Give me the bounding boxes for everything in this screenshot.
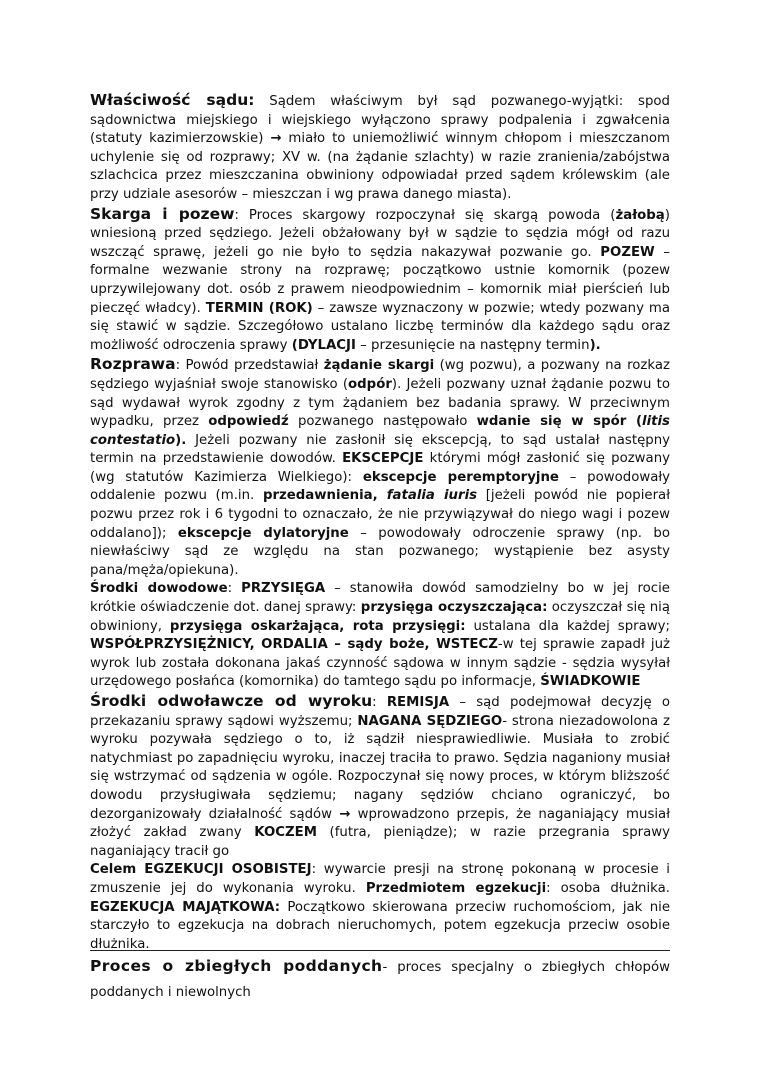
rozprawa-run-11: Jeżeli pozwany nie zasłonił się ekscepcją, to sąd ustalał następny termin na przedstawienie dowodów.	[90, 432, 670, 467]
srodki-dowodowe-run-2: PRZYSIĘGA	[241, 581, 326, 597]
wlasciwosc-run-1: Sądem właściwym był sąd pozwanego-wyjątki: spod sądownictwa miejskiego i wiejskiego wyłączono sprawy podpalenia i zgwałcenia (statuty kazimierzowskie)	[90, 94, 670, 147]
skarga-run-10: ).	[589, 337, 601, 353]
skarga-run-9: – przesunięcie na następny termin	[355, 337, 590, 353]
srodki-dowodowe-run-3: – stanowiła dowód samodzielny bo w jej rocie krótkie oświadczenie dot. danej sprawy:	[90, 581, 670, 616]
srodki-dowodowe-run-6: przysięga oskarżająca, rota przysięgi:	[169, 618, 466, 634]
final-section-text: - proces specjalny o zbiegłych chłopów poddanych i niewolnych	[90, 960, 670, 1001]
egzekucja-run-1: EGZEKUCJI OSOBISTEJ	[144, 862, 312, 878]
rozprawa-run-14: ekscepcje peremptoryjne	[362, 469, 559, 485]
section-srodki-dowodowe	[90, 580, 670, 692]
srodki-odwolawcze-run-0: Środki odwoławcze od wyroku	[90, 692, 373, 710]
skarga-run-4: POZEW	[600, 244, 655, 260]
wlasciwosc-run-3: miało to uniemożliwić winnym chłopom i mieszczanom uchylenie się od rozprawy; XV w. (na żądanie szlachty) w razie zranienia/zabójstwa szlachcica przez mieszczanina obwiniony odpowiadał przed sądem królewskim (ale przy udziale asesorów – mieszczan i wg prawa danego miasta).	[90, 131, 670, 202]
srodki-dowodowe-run-5: oczyszczał się nią obwiniony,	[90, 600, 671, 634]
rozprawa-run-13: którymi mógł zasłonić się pozwany (wg statutów Kazimierza Wielkiego):	[90, 451, 670, 485]
srodki-dowodowe-run-10: ŚWIADKOWIE	[540, 674, 641, 690]
egzekucja-run-0: Celem	[90, 862, 145, 878]
rozprawa-run-0: Rozprawa	[90, 355, 176, 374]
rozprawa-run-3: (wg pozwu), a pozwany na rozkaz sędziego wyjaśniał swoje stanowisko (	[90, 358, 670, 392]
section-proces-o-zbieglych	[90, 954, 670, 1005]
skarga-run-2: żałobą	[615, 207, 665, 223]
wlasciwosc-run-0: Właściwość sądu:	[90, 91, 255, 109]
srodki-dowodowe-run-1: :	[227, 581, 242, 597]
bottom-rule	[90, 950, 670, 951]
rozprawa-run-7: pozwanego następowało	[288, 414, 477, 430]
srodki-dowodowe-run-0: Środki dowodowe	[90, 581, 228, 597]
skarga-run-6: TERMIN (ROK)	[205, 300, 313, 316]
srodki-dowodowe-run-9: -w tej sprawie zapadł już wyrok lub została dokonana jakaś czynność sądowa w innym sądzie - sędzia wysyłał urzędowego posłańca (komornika) do tamtego sądu po informacje,	[90, 637, 670, 690]
wlasciwosc-run-2: →	[270, 131, 282, 147]
rozprawa-run-18: [jeżeli powód nie popierał pozwu przez rok i 6 tygodni to oznaczało, że nie przywiązywał do niego wagi i pozew oddalano]);	[90, 488, 670, 541]
rozprawa-run-6: odpowiedź	[208, 414, 289, 430]
rozprawa-run-4: odpór	[348, 376, 392, 392]
srodki-odwolawcze-run-4: NAGANA SĘDZIEGO	[357, 713, 503, 729]
rozprawa-run-15: – powodowały oddalenie pozwu (m.in.	[90, 469, 671, 504]
srodki-dowodowe-run-4: przysięga oczyszczająca:	[360, 600, 548, 616]
final-section-title: Proces o zbiegłych poddanych	[90, 957, 383, 976]
srodki-odwolawcze-run-6: →	[339, 806, 351, 822]
section-egzekucja	[90, 861, 670, 954]
skarga-run-3: ) wniesioną przed sędziego. Jeżeli obżałowany był w sądzie to sędzia mógł od razu wszcząć sprawę, jeżeli go nie było to sędzia nakazywał pozwanie go.	[90, 207, 670, 260]
section-srodki-odwolawcze	[90, 692, 670, 861]
skarga-run-7: – zawsze wyznaczony w pozwie; wtedy pozwany ma się stawić w sądzie. Szczegółowo ustalano liczbę terminów dla każdego sądu oraz możliwość odroczenia sprawy	[90, 300, 670, 353]
rozprawa-run-16: przedawnienia,	[262, 488, 387, 504]
srodki-odwolawcze-run-3: – sąd podejmował decyzję o przekazaniu sprawy sądowi wyższemu;	[90, 695, 670, 729]
section-wlasciwosc-sadu	[90, 91, 670, 205]
srodki-odwolawcze-run-5: - strona niezadowolona z wyroku pozywała sędziego o to, iż sądził niesprawiedliwie. Musiała to zrobić natychmiast po zapadnięciu wyroku, inaczej traciła to prawo. Sędzia naganiony musiał się wstrzymać od sądzenia w ogóle. Rozpoczynał się nowy proces, w którym bliższość dowodu przysługiwała sędziemu; nagany sędziów chciano ograniczyć, bo dezorganizowały działalność sądów	[90, 713, 671, 822]
srodki-odwolawcze-run-8: KOCZEM	[254, 825, 317, 841]
skarga-run-0: Skarga i pozew	[90, 204, 235, 223]
rozprawa-run-12: EKSCEPCJE	[342, 451, 424, 467]
rozprawa-run-17: fatalia iuris	[386, 488, 478, 504]
rozprawa-run-10: ).	[175, 432, 187, 448]
skarga-run-5: – formalne wezwanie strony na rozprawę; początkowo ustnie komornik (pozew uprzywilejowany dot. osób z prawem nieodpowiednim – komornik miał pierścień lub pieczęć władcy).	[90, 244, 670, 316]
srodki-dowodowe-run-8: WSPÓŁPRZYSIĘŻNICY, ORDALIA – sądy boże, WSTECZ	[90, 637, 498, 653]
srodki-odwolawcze-run-2: REMISJA	[386, 695, 450, 710]
section-skarga-i-pozew	[90, 205, 670, 356]
egzekucja-run-3: Przedmiotem egzekucji	[365, 880, 547, 896]
rozprawa-run-5: ). Jeżeli pozwany uznał żądanie pozwu to sąd wydawał wyrok zgodny z tym żądaniem bez badania sprawy. W przeciwnym wypadku, przez	[90, 376, 670, 430]
rozprawa-run-8: wdanie się w spór (	[476, 414, 643, 430]
section-rozprawa	[90, 355, 670, 580]
srodki-odwolawcze-run-7: wprowadzono przepis, że naganiający musiał złożyć zakład zwany	[90, 806, 670, 841]
rozprawa-run-19: ekscepcje dylatoryjne	[177, 525, 349, 541]
rozprawa-run-20: – powodowały odroczenie sprawy (np. bo niewłaściwy sąd ze względu na stan pozwanego; wystąpienie bez asysty pana/męża/opiekuna).	[90, 525, 670, 578]
rozprawa-run-1: : Powód przedstawiał	[175, 358, 324, 374]
skarga-run-8: (DYLACJI	[291, 337, 356, 353]
document-body	[90, 91, 670, 1005]
skarga-run-1: : Proces skargowy rozpoczynał się skargą powoda (	[234, 207, 616, 223]
rozprawa-run-2: żądanie skargi	[323, 358, 435, 374]
srodki-odwolawcze-run-1: :	[372, 695, 387, 710]
egzekucja-run-2: : wywarcie presji na stronę pokonaną w procesie i zmuszenie jej do wykonania wyroku.	[90, 862, 670, 896]
srodki-dowodowe-run-7: ustalana dla każdej sprawy;	[465, 618, 670, 634]
egzekucja-run-4: : osoba dłużnika.	[546, 880, 671, 896]
egzekucja-run-6: Początkowo skierowana przeciw ruchomościom, jak nie starczyło to egzekucja na dobrach nieruchomych, potem egzekucja przeciw osobie dłużnika.	[90, 899, 670, 952]
rozprawa-run-9: litis contestatio	[90, 414, 670, 448]
egzekucja-run-5: EGZEKUCJA MAJĄTKOWA:	[90, 899, 281, 915]
srodki-odwolawcze-run-9: (futra, pieniądze); w razie przegrania sprawy naganiający tracił go	[90, 825, 670, 859]
